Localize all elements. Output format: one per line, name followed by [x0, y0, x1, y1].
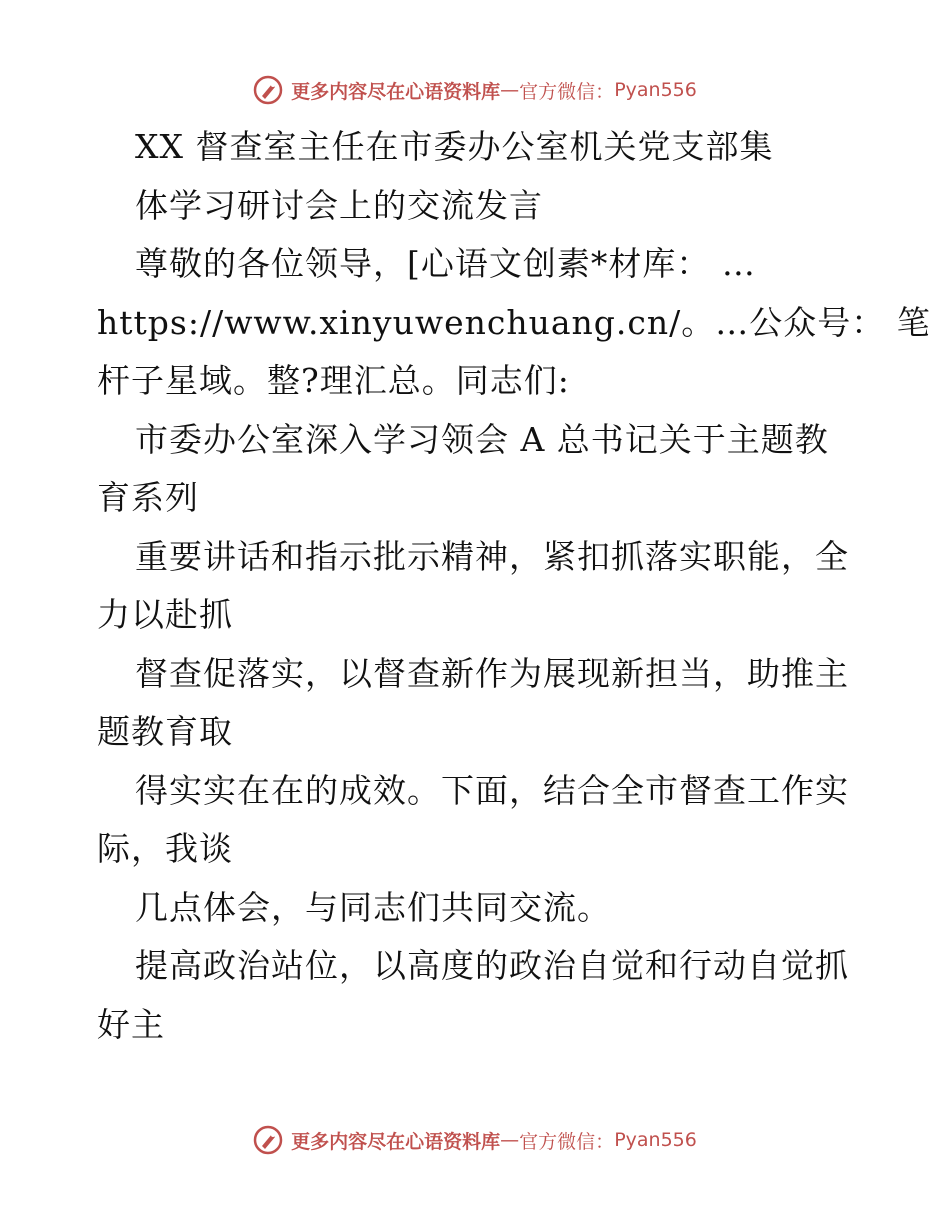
body-line: 题教育取 — [97, 712, 233, 751]
banner-title: 更多内容尽在心语资料库 — [291, 1130, 501, 1153]
body-line: 几点体会，与同志们共同交流。 — [135, 887, 611, 927]
document-body — [97, 118, 931, 1054]
body-line: 育系列 — [97, 478, 199, 517]
title-line-1: XX 督查室主任在市委办公室机关党支部集 — [135, 127, 774, 166]
title-line-2: 体学习研讨会上的交流发言 — [135, 185, 543, 225]
banner-wechat-id: Pyan556 — [614, 1129, 697, 1151]
header-banner — [0, 68, 950, 112]
banner-wechat-label: 官方微信： — [519, 80, 615, 103]
body-line: 力以赴抓 — [97, 595, 233, 634]
banner-separator: — — [500, 79, 520, 101]
pen-nib-logo-icon — [253, 75, 283, 105]
body-line: 杆子星域。整?理汇总。同志们: — [97, 361, 570, 400]
pen-nib-logo-icon — [253, 1125, 283, 1155]
banner-title: 更多内容尽在心语资料库 — [291, 80, 501, 103]
footer-banner — [0, 1118, 950, 1162]
body-line: 好主 — [97, 1004, 165, 1044]
body-line: 际，我谈 — [97, 829, 233, 868]
body-line: 重要讲话和指示批示精神，紧扣抓落实职能，全 — [135, 536, 849, 576]
banner-wechat-id: Pyan556 — [614, 79, 697, 101]
body-line: 督查促落实，以督查新作为展现新担当，助推主 — [135, 653, 849, 693]
body-line: 提高政治站位，以高度的政治自觉和行动自觉抓 — [135, 946, 849, 985]
body-line: https://www.xinyuwenchuang.cn/。…公众号： 笔 — [97, 302, 931, 342]
banner-wechat-label: 官方微信： — [519, 1130, 615, 1153]
banner-separator: — — [500, 1129, 520, 1151]
body-line: 得实实在在的成效。下面，结合全市督查工作实 — [135, 770, 849, 810]
salutation-line: 尊敬的各位领导，[心语文创素*材库： … — [135, 244, 756, 283]
body-line: 市委办公室深入学习领会 A 总书记关于主题教 — [135, 419, 829, 459]
